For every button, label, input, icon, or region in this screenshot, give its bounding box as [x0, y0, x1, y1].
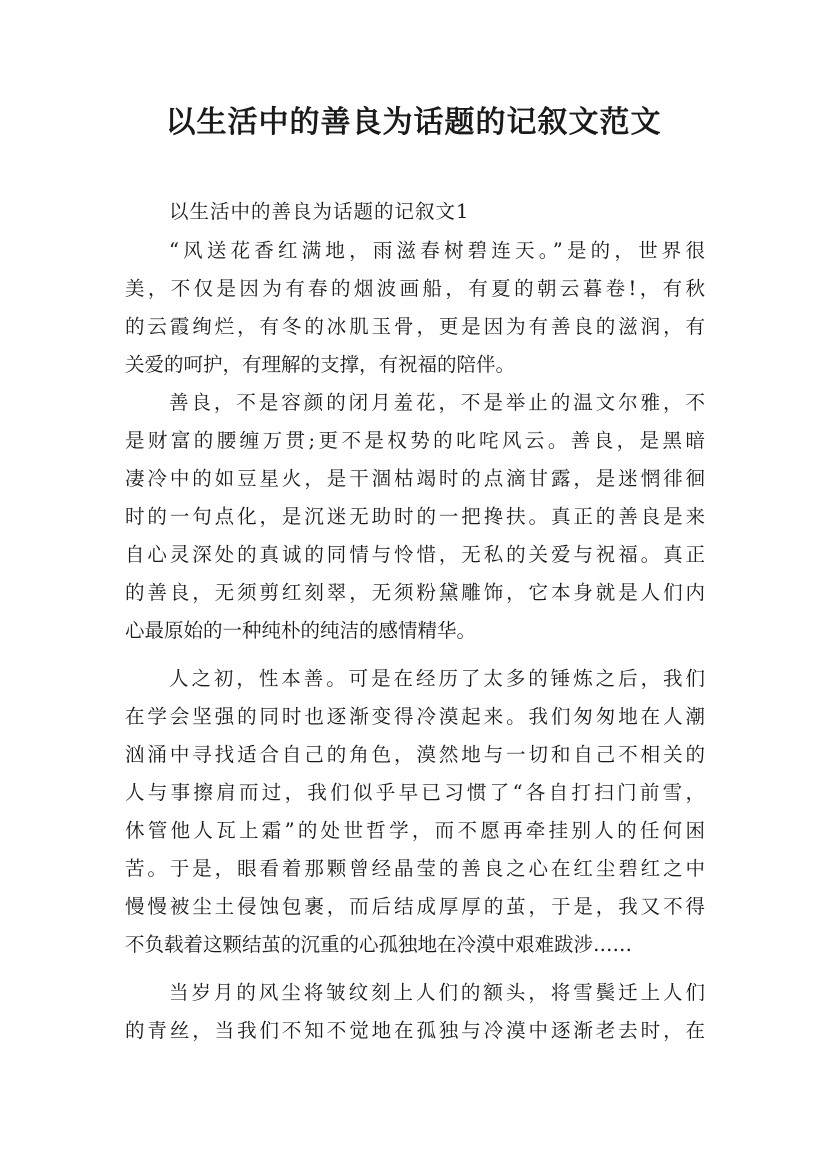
text-line: 心最原始的一种纯朴的纯洁的感情精华。: [125, 619, 477, 642]
text-line: 善良，不是容颜的闭月羞花，不是举止的温文尔雅，不: [169, 391, 705, 414]
document-subtitle: 以生活中的善良为话题的记叙文1: [169, 200, 470, 223]
text-line: 的善良，无须剪红刻翠，无须粉黛雕饰，它本身就是人们内: [125, 581, 705, 604]
text-line: 关爱的呵护，有理解的支撑，有祝福的陪伴。: [125, 353, 516, 376]
text-line: 是财富的腰缠万贯;更不是权势的叱咤风云。善良，是黑暗: [125, 429, 705, 452]
text-line: 美，不仅是因为有春的烟波画船，有夏的朝云暮卷!，有秋: [125, 277, 705, 300]
text-line: 休管他人瓦上霜”的处世哲学，而不愿再牵挂别人的任何困: [125, 819, 705, 842]
text-line: 自心灵深处的真诚的同情与怜惜，无私的关爱与祝福。真正: [125, 543, 705, 566]
document-title: 以生活中的善良为话题的记叙文范文: [165, 105, 662, 140]
text-line: 汹涌中寻找适合自己的角色，漠然地与一切和自己不相关的: [125, 743, 705, 766]
text-line: 人与事擦肩而过，我们似乎早已习惯了“各自打扫门前雪，: [125, 781, 705, 804]
text-line: 时的一句点化，是沉迷无助时的一把搀扶。真正的善良是来: [125, 505, 705, 528]
text-line: 人之初，性本善。可是在经历了太多的锤炼之后，我们: [169, 667, 705, 690]
text-line: 凄冷中的如豆星火，是干涸枯竭时的点滴甘露，是迷惘徘徊: [125, 467, 705, 490]
text-line: 苦。于是，眼看着那颗曾经晶莹的善良之心在红尘碧红之中: [125, 857, 705, 880]
text-line: 在学会坚强的同时也逐渐变得冷漠起来。我们匆匆地在人潮: [125, 705, 705, 728]
text-line: 当岁月的风尘将皱纹刻上人们的额头，将雪鬓迁上人们: [169, 981, 705, 1004]
text-line: 的云霞绚烂，有冬的冰肌玉骨，更是因为有善良的滋润，有: [125, 315, 705, 338]
text-line: 慢慢被尘土侵蚀包裹，而后结成厚厚的茧，于是，我又不得: [125, 895, 705, 918]
text-line: 的青丝，当我们不知不觉地在孤独与冷漠中逐渐老去时，在: [125, 1019, 705, 1042]
text-line: 不负载着这颗结茧的沉重的心孤独地在冷漠中艰难跋涉……: [125, 933, 633, 956]
text-line: “风送花香红满地，雨滋春树碧连天。”是的，世界很: [169, 239, 705, 262]
